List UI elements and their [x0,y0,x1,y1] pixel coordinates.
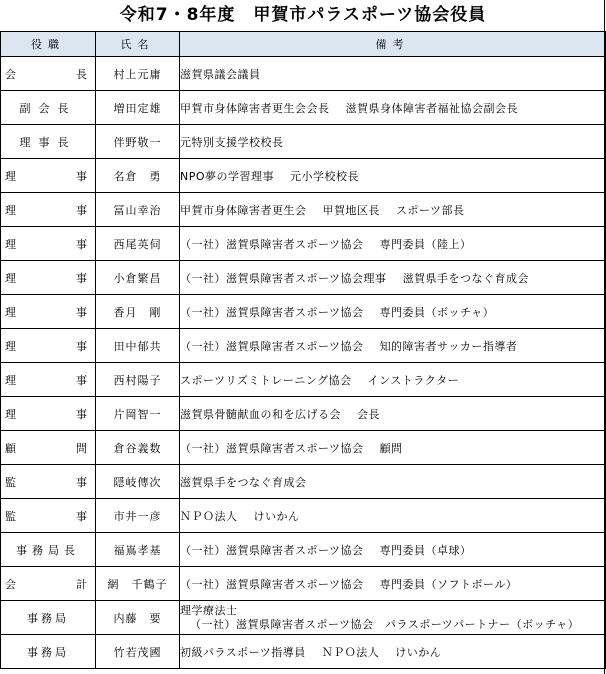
note-text: インストラクター [367,373,460,387]
note-text: （一社）滋賀県障害者スポーツ協会 [180,305,364,319]
name-cell: 冨山幸治 [96,193,180,227]
table-row [1,567,606,601]
role-char: 事 [76,271,87,285]
role-cell [1,635,96,669]
table-row [1,533,606,567]
column-header-role: 役職 [1,32,96,57]
note-cell [180,533,606,567]
note-text: 会長 [357,407,380,421]
role-char: 監 [5,475,16,489]
note-text: （一社）滋賀県障害者スポーツ協会 [180,237,364,251]
role-cell [1,397,96,431]
note-text: 滋賀県身体障害者福祉協会副会長 [345,101,518,115]
note-cell [180,363,606,397]
note-cell [180,499,606,533]
note-cell [180,635,606,669]
role-char: 会 [5,67,16,81]
note-text: （一社）滋賀県障害者スポーツ協会理事 [180,271,387,285]
note-text: 知的障害者サッカー指導者 [379,339,518,353]
role-cell [1,499,96,533]
table-row [1,57,606,91]
note-text: 元特別支援学校校長 [180,135,284,149]
table-row [1,159,606,193]
note-text: 滋賀県手をつなぐ育成会 [402,271,530,285]
role-char: 理 [5,305,16,319]
note-cell [180,567,606,601]
officers-table [0,31,606,669]
name-cell: 小倉繁昌 [96,261,180,295]
role-label [1,270,95,286]
note-text: ＮＰＯ法人 [180,509,238,523]
role-label [1,474,95,490]
note-text: 専門委員（陸上） [379,237,472,251]
table-row [1,431,606,465]
note-cell [180,261,606,295]
table-row [1,465,606,499]
note-cell [180,57,606,91]
note-text: 滋賀県骨髄献血の和を広げる会 [180,407,341,421]
role-label [1,576,95,592]
sheet-edge [604,0,605,674]
name-cell: 村上元庸 [96,57,180,91]
note-cell [180,601,606,635]
role-cell [1,227,96,261]
role-label: 副会長 [19,101,77,115]
role-char: 事 [76,339,87,353]
column-header-note: 備考 [180,32,606,57]
note-text: 専門委員（ソフトボール） [379,577,518,591]
name-cell: 西尾英伺 [96,227,180,261]
role-cell [1,533,96,567]
note-cell [180,159,606,193]
note-text: けいかん [395,645,442,659]
note-text: 理学療法士 [180,603,238,617]
note-text: 滋賀県議会議員 [180,67,261,81]
note-text: 顧問 [379,441,403,455]
role-char: 事 [76,475,87,489]
note-text: 専門委員（ボッチャ） [379,305,495,319]
role-char: 長 [76,67,87,81]
note-text: 甲賀地区長 [322,203,380,217]
role-cell [1,295,96,329]
note-text: （一社）滋賀県障害者スポーツ協会 パラスポーツパートナー（ボッチャ） [190,617,580,631]
page-title: 令和7・8年度 甲賀市パラスポーツ協会役員 [119,5,487,25]
role-char: 事 [76,237,87,251]
role-label [1,66,95,82]
name-cell: 網 千鶴子 [96,567,180,601]
note-text: NPO夢の学習理事 [180,169,275,183]
name-cell: 増田定雄 [96,91,180,125]
role-char: 事 [76,169,87,183]
role-label [1,202,95,218]
table-row [1,193,606,227]
note-text: （一社）滋賀県障害者スポーツ協会 [180,577,364,591]
table-row [1,397,606,431]
name-cell: 名倉 勇 [96,159,180,193]
note-text: 初級パラスポーツ指導員 [180,645,306,659]
table-header-row [1,32,606,57]
table-row [1,635,606,669]
note-cell [180,91,606,125]
name-cell: 倉谷義数 [96,431,180,465]
role-label [1,304,95,320]
role-label [1,440,95,456]
role-cell [1,329,96,363]
note-cell [180,227,606,261]
role-char: 計 [76,577,87,591]
note-cell [180,465,606,499]
note-cell [180,125,606,159]
name-cell: 伴野敬一 [96,125,180,159]
name-cell: 片岡智一 [96,397,180,431]
role-char: 監 [5,509,16,523]
role-cell [1,57,96,91]
note-cell [180,295,606,329]
name-cell: 内藤 要 [96,601,180,635]
name-cell: 隠岐傳次 [96,465,180,499]
role-cell [1,363,96,397]
note-text: スポーツ部長 [396,203,465,217]
table-row [1,295,606,329]
role-char: 顧 [5,441,16,455]
role-cell [1,159,96,193]
table-row [1,329,606,363]
note-text: 甲賀市身体障害者更生会会長 [180,101,330,115]
role-cell [1,125,96,159]
role-cell [1,431,96,465]
role-char: 理 [5,237,16,251]
note-text: 専門委員（卓球） [379,543,472,557]
note-text: （一社）滋賀県障害者スポーツ協会 [180,339,364,353]
column-header-name: 氏名 [96,32,180,57]
role-char: 理 [5,407,16,421]
role-char: 理 [5,203,16,217]
table-row [1,601,606,635]
role-char: 事 [76,509,87,523]
note-text: ＮＰＯ法人 [321,645,380,659]
role-label: 事務局 [27,645,69,659]
role-label: 事務局 [27,611,69,625]
role-label [1,406,95,422]
role-cell [1,601,96,635]
note-text: 元小学校校長 [290,169,360,183]
role-label [1,168,95,184]
role-cell [1,261,96,295]
role-char: 事 [76,373,87,387]
role-char: 事 [76,203,87,217]
table-row [1,363,606,397]
name-cell: 香月 剛 [96,295,180,329]
note-text: （一社）滋賀県障害者スポーツ協会 [180,441,364,455]
note-text: 甲賀市身体障害者更生会 [180,203,307,217]
role-label: 理事長 [19,135,77,149]
role-cell [1,91,96,125]
role-label [1,372,95,388]
table-row [1,227,606,261]
table-row [1,261,606,295]
role-char: 理 [5,271,16,285]
name-cell: 田中郁共 [96,329,180,363]
name-cell: 市井一彦 [96,499,180,533]
note-text: スポーツリズミトレーニング協会 [180,373,352,387]
role-cell [1,193,96,227]
table-body [1,57,606,669]
role-char: 問 [76,441,87,455]
role-label [1,508,95,524]
table-row [1,91,606,125]
note-text: けいかん [253,509,300,523]
note-cell [180,193,606,227]
role-cell [1,567,96,601]
role-label: 事務局長 [16,543,80,557]
note-text: 滋賀県手をつなぐ育成会 [180,475,307,489]
note-cell [180,329,606,363]
role-char: 事 [76,407,87,421]
note-text: （一社）滋賀県障害者スポーツ協会 [180,543,364,557]
role-char: 理 [5,339,16,353]
role-char: 事 [76,305,87,319]
role-char: 会 [5,577,16,591]
note-cell [180,397,606,431]
note-cell [180,431,606,465]
role-char: 理 [5,373,16,387]
role-cell [1,465,96,499]
name-cell: 竹若茂國 [96,635,180,669]
table-row [1,499,606,533]
name-cell: 西村陽子 [96,363,180,397]
role-char: 理 [5,169,16,183]
table-row [1,125,606,159]
role-label [1,236,95,252]
role-label [1,338,95,354]
name-cell: 福嶌孝基 [96,533,180,567]
